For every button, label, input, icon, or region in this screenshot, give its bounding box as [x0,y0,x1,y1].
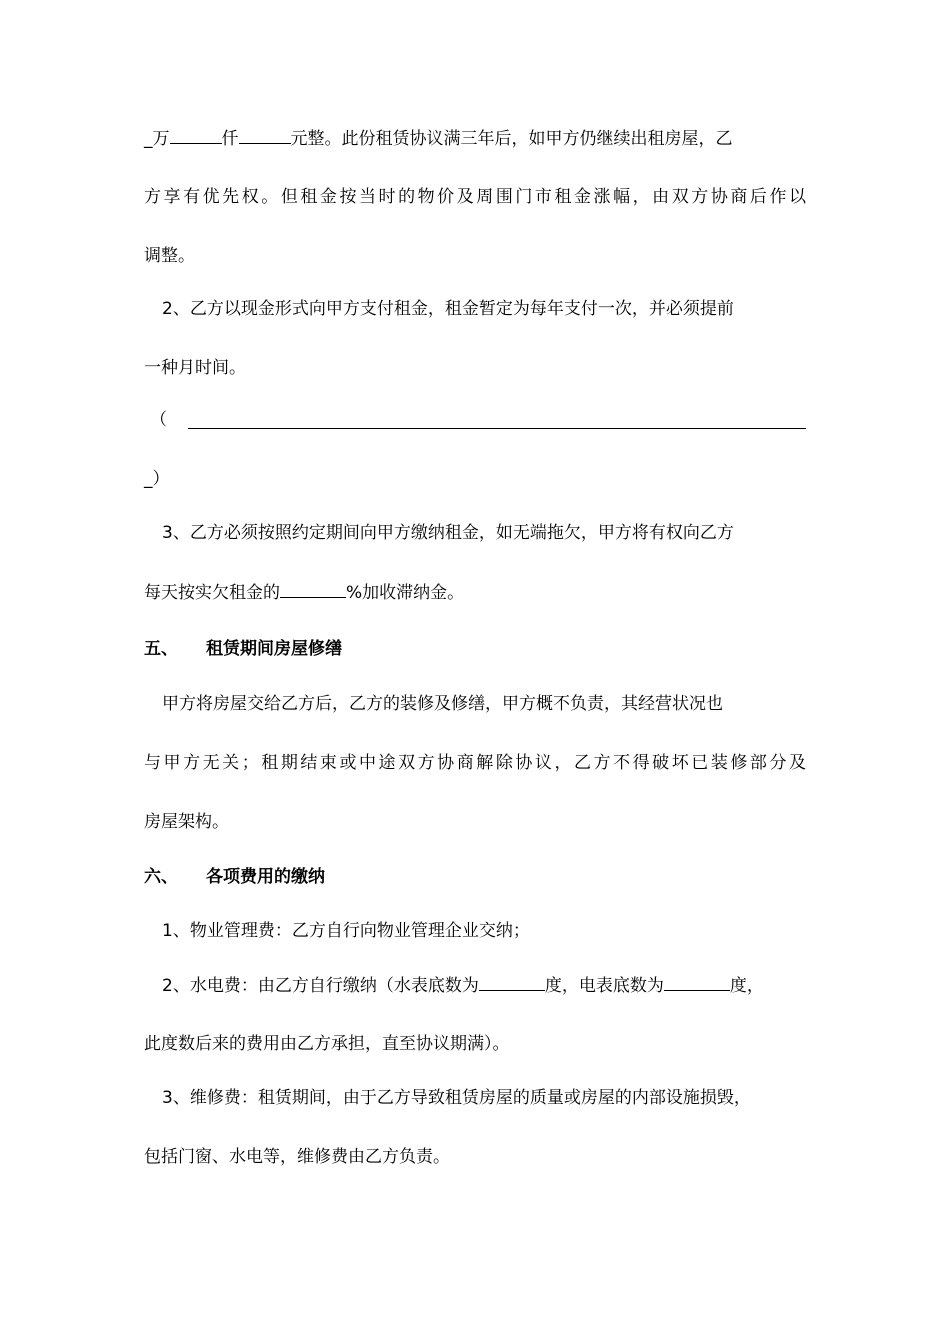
blank-yuan [239,126,291,144]
blank-electric-reading [664,973,730,991]
text-percent: %加收滞纳金。 [346,583,465,603]
paragraph-line: 调整。 [144,246,195,266]
blank-qian [170,126,222,144]
fee-item-3: 3、维修费：租赁期间，由于乙方导致租赁房屋的质量或房屋的内部设施损毁， [162,1088,751,1108]
text-qian: 仟 [221,129,239,149]
clause-2-line: 2、乙方以现金形式向甲方支付租金，租金暂定为每年支付一次，并必须提前 [162,299,734,319]
blank-water-reading [479,973,545,991]
paragraph-line: 方享有优先权。但租金按当时的物价及周围门市租金涨幅，由双方协商后作以 [144,187,806,207]
paragraph-line: 甲方将房屋交给乙方后，乙方的装修及修缮，甲方概不负责，其经营状况也 [162,694,723,714]
text-wan: _万 [144,129,170,149]
text-yuan: 元整。此份租赁协议满三年后，如甲方仍继续出租房屋，乙 [290,129,733,149]
section-title: 租赁期间房屋修缮 [206,639,342,659]
late-fee-line [144,580,464,605]
bracket-close: _） [144,469,170,489]
bracket-open: （ [150,410,167,430]
rent-amount-line [144,126,733,151]
section-title: 各项费用的缴纳 [206,867,325,887]
paragraph-line: 与甲方无关；租期结束或中途双方协商解除协议，乙方不得破坏已装修部分及 [144,753,806,773]
paragraph-line: 一种月时间。 [144,358,246,378]
paragraph-line: 此度数后来的费用由乙方承担，直至协议期满）。 [144,1034,510,1054]
paragraph-line: 房屋架构。 [144,812,229,832]
text-degree: 度， [729,976,764,996]
fee-item-1: 1、物业管理费：乙方自行向物业管理企业交纳； [162,921,530,941]
section-6-heading [144,865,325,889]
text-late-fee: 每天按实欠租金的 [144,583,280,603]
text-water: 2、水电费：由乙方自行缴纳（水表底数为 [162,976,479,996]
paragraph-line: 包括门窗、水电等，维修费由乙方负责。 [144,1147,450,1167]
clause-3-line: 3、乙方必须按照约定期间向甲方缴纳租金，如无端拖欠，甲方将有权向乙方 [162,523,734,543]
section-number: 六、 [144,867,178,887]
blank-percent [280,580,346,598]
section-5-heading [144,637,342,661]
fee-item-2 [162,973,764,998]
section-number: 五、 [144,639,178,659]
blank-bracket-line [188,428,806,429]
text-electric: 度，电表底数为 [544,976,664,996]
